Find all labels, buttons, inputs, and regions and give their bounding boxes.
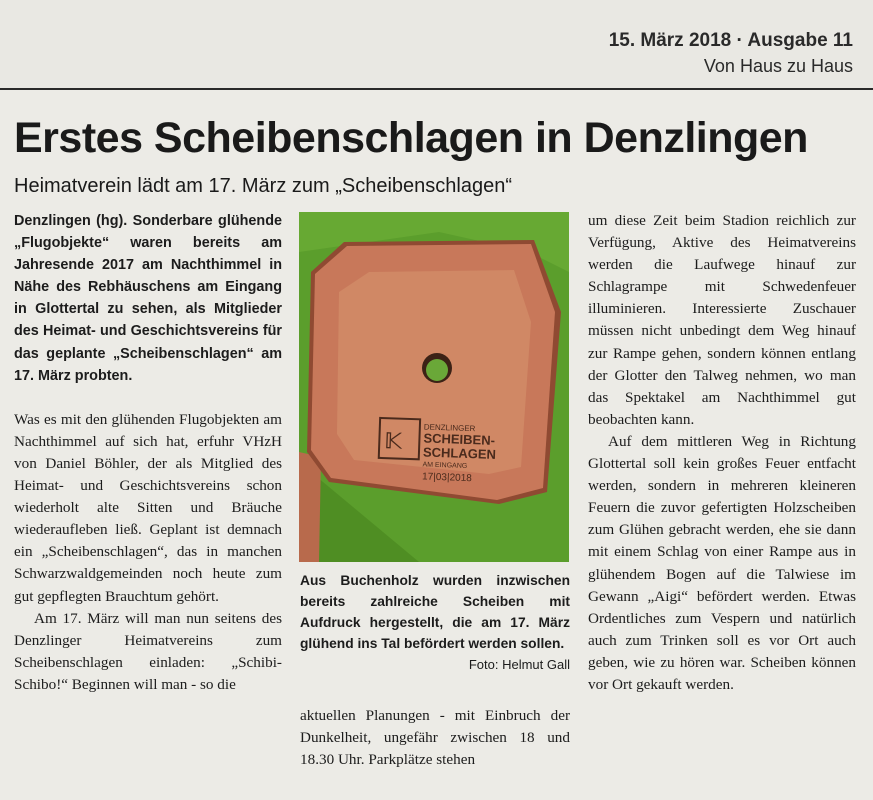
svg-text:17|03|2018: 17|03|2018 [421, 471, 472, 485]
paragraph-2: Am 17. März will man nun seitens des Denzlinger Heimatvereins zum Scheibenschlagen einladen: „Schibi-Schibo!“ Beginnen will man - so die [14, 609, 282, 693]
issue-date: 15. März 2018 · Ausgabe 11 [608, 30, 853, 51]
svg-text:AM EINGANG: AM EINGANG [422, 461, 468, 470]
column-3 [588, 210, 856, 696]
article-photo [299, 212, 569, 562]
column-1 [14, 210, 282, 696]
svg-text:SCHEIBEN-: SCHEIBEN- [423, 430, 496, 448]
paragraph-2-continued: aktuellen Planungen - mit Einbruch der Dunkelheit, ungefähr zwischen 18 und 18.30 Uhr. Parkplätze stehen [300, 707, 570, 769]
wooden-disc-image [299, 212, 569, 562]
column-2-bottom [300, 705, 570, 771]
photo-caption [300, 570, 570, 675]
headline: Erstes Scheibenschlagen in Denzlingen [14, 114, 808, 162]
subheadline: Heimatverein lädt am 17. März zum „Scheibenschlagen“ [14, 175, 512, 197]
lead-paragraph: Denzlingen (hg). Sonderbare glühende „Flugobjekte“ waren bereits am Jahresende 2017 am Nachthimmel in Nähe des Rebhäuschens am Eingang in Glottertal zu sehen, als Mitglieder des Heimat- und Geschichtsvereins für das geplante „Scheibenschlagen“ am 17. März probten. [14, 213, 282, 384]
stamp-logo: 𝕂 [383, 428, 403, 454]
page-header [0, 0, 873, 90]
caption-text: Aus Buchenholz wurden inzwischen bereits zahlreiche Scheiben mit Aufdruck hergestellt, die am 17. März glühend ins Tal befördert werden sollen. [300, 573, 570, 651]
svg-text:DENZLINGER: DENZLINGER [423, 422, 476, 434]
photo-credit: Foto: Helmut Gall [468, 657, 570, 672]
svg-text:SCHLAGEN: SCHLAGEN [422, 444, 497, 462]
section-name: Von Haus zu Haus [703, 56, 853, 76]
paragraph-4: Auf dem mittleren Weg in Richtung Glottertal soll kein großes Feuer entfacht werden, sondern in mehreren kleineren Feuern die zuvor gefertigten Holzscheiben zum Glühen gebracht werden, ehe sie dann mit einem Schlag von einer Rampe aus in glühendem Bogen auf die Talwiese im Gewann „Aigi“ befördert werden. Etwas Ordentliches zum Vespern und natürlich auch zum Trinken soll es vor Ort auch geben, wie zu hören war. Scheiben können vor Ort gekauft werden. [588, 432, 856, 693]
paragraph-1: Was es mit den glühenden Flugobjekten am Nachthimmel auf sich hat, erfuhr VHzH von Daniel Böhler, der als Mitglied des Heimat- und Geschichtsvereins schon wiederholt alte Sitten und Bräuche wiederaufleben ließ. Geplant ist demnach ein „Scheibenschlagen“, das in manchen Schwarzwaldgemeinden noch heute zum gut gepflegten Brauchtum gehört. [14, 410, 282, 605]
paragraph-3: um diese Zeit beim Stadion reichlich zur Verfügung, Aktive des Heimatvereins werden die Laufwege hinauf zur Schlagrampe mit Schwedenfeuer illuminieren. Interessierte Zuschauer müssen nicht unbedingt dem Weg hinauf zur Rampe gehen, sondern können entlang der Glotter den Talweg nehmen, wo man das Spektakel am Nachthimmel gut beobachten kann. [588, 212, 856, 428]
